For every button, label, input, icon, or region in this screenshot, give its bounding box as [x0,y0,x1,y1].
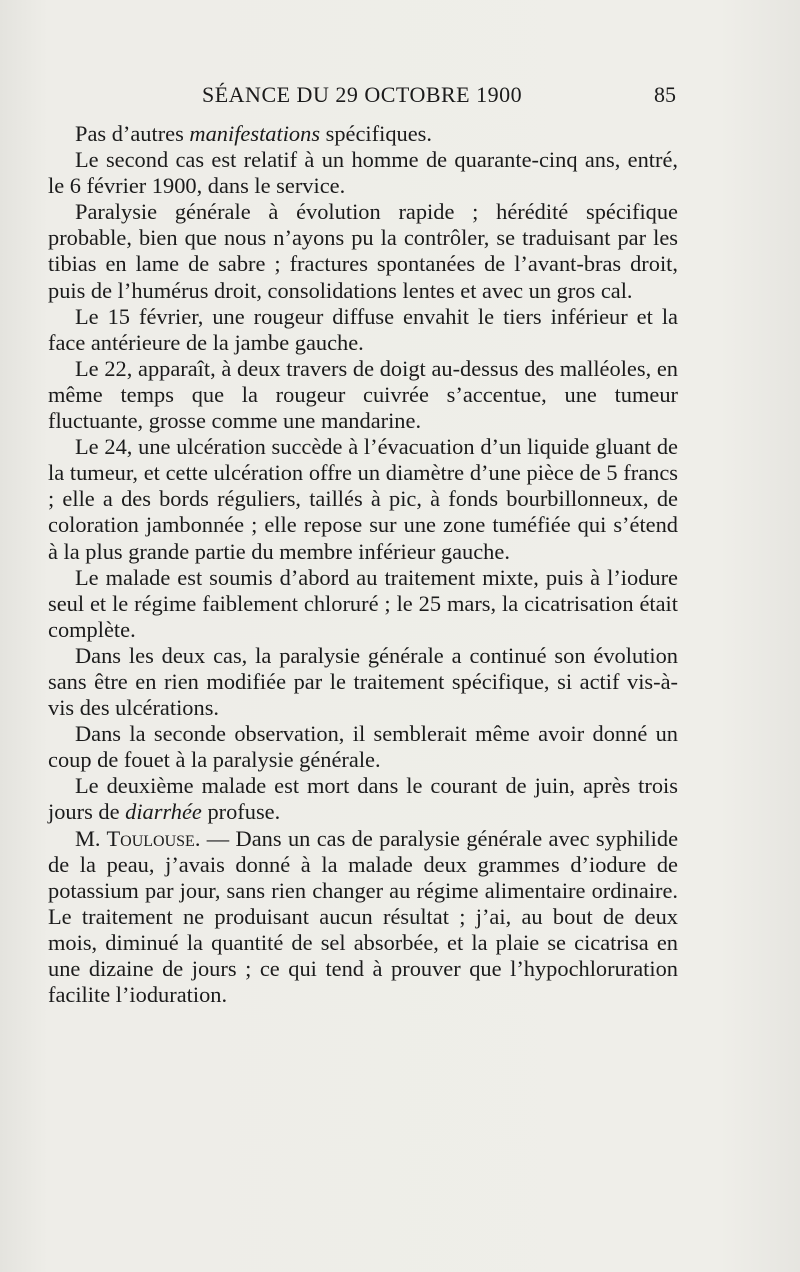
paragraph-5: Le 22, apparaît, à deux travers de doigt au-dessus des malléoles, en même temps que la rougeur cuivrée s’accentue, une tumeur fluctuante, grosse comme une mandarine. [48,355,678,434]
paragraph-8: Dans les deux cas, la paralysie générale a continué son évolution sans être en rien modifiée par le traitement spécifique, si actif vis-à-vis des ulcérations. [48,642,678,721]
paragraph-7: Le malade est soumis d’abord au traitement mixte, puis à l’iodure seul et le régime faiblement chloruré ; le 25 mars, la cicatrisation était complète. [48,564,678,642]
body-text [48,121,678,1008]
paragraph-3: Paralysie générale à évolution rapide ; hérédité spécifique probable, bien que nous n’ayons pu la contrôler, se traduisant par les tibias en lame de sabre ; fractures spontanées de l’avant-bras droit, puis de l’humérus droit, consolidations lentes et avec un gros cal. [48,199,678,303]
paragraph-11 [48,826,678,1009]
page-number: 85 [654,82,676,107]
running-head: SÉANCE DU 29 OCTOBRE 1900 [202,82,523,107]
paragraph-9: Dans la seconde observation, il semblerait même avoir donné un coup de fouet à la paralysie générale. [48,721,678,773]
paragraph-2: Le second cas est relatif à un homme de quarante-cinq ans, entré, le 6 février 1900, dans le service. [48,147,678,199]
paragraph-6: Le 24, une ulcération succède à l’évacuation d’un liquide gluant de la tumeur, et cette ulcération offre un diamètre d’une pièce de 5 francs ; elle a des bords réguliers, taillés à pic, à fonds bourbillonneux, de coloration jambonnée ; elle repose sur une zone tuméfiée qui s’étend à la plus grande partie du membre inférieur gauche. [48,434,678,564]
paragraph-11-text: — Dans un cas de paralysie générale avec syphilide de la peau, j’avais donné à la malade deux grammes d’iodure de potassium par jour, sans rien changer au régime alimentaire ordinaire. Le traitement ne produisant aucun résultat ; j’ai, au bout de deux mois, diminué la quantité de sel absorbée, et la plaie se cicatrisa en une dizaine de jours ; ce qui tend à prouver que l’hypochloruration facilite l’ioduration. [48,825,679,1008]
paragraph-10-text: Le deuxième malade est mort dans le courant de juin, après trois jours de [48,773,678,825]
paragraph-4: Le 15 février, une rougeur diffuse envahit le tiers inférieur et la face antérieure de la jambe gauche. [48,303,678,355]
paragraph-10 [48,773,678,825]
paragraph-1-text: Pas d’autres [75,121,190,146]
paragraph-1-italic: manifestations [189,121,321,146]
paragraph-1-text-end: spécifiques. [320,121,432,146]
page-header [48,82,678,116]
paragraph-10-italic: diarrhée [125,799,202,825]
paragraph-1 [48,121,678,147]
speaker-name: M. Toulouse. [75,825,201,851]
paragraph-10-text-end: profuse. [201,799,281,825]
